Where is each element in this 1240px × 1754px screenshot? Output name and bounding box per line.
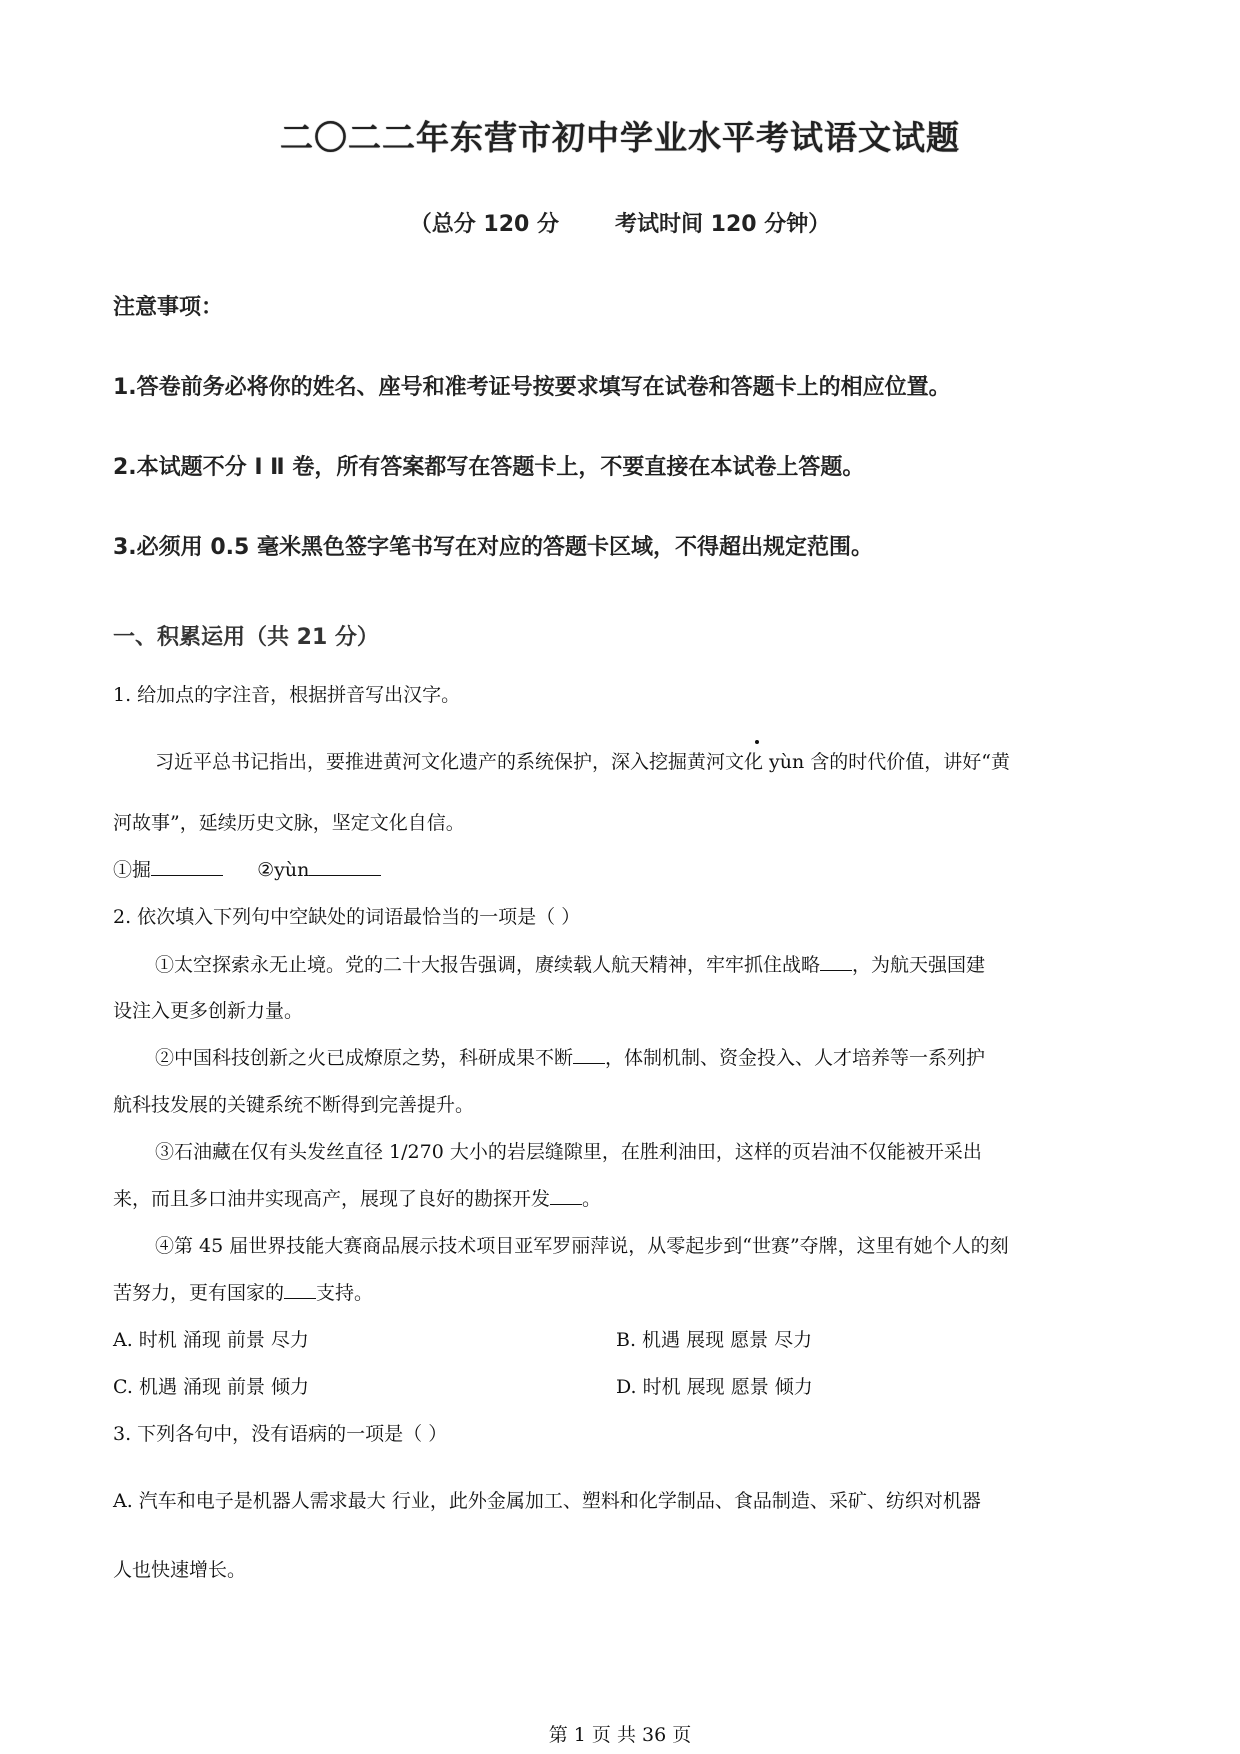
q2-option-b[interactable]: B. 机遇 展现 愿景 尽力 [616,1329,813,1351]
q3-option-a-line2: 人也快速增长。 [113,1559,247,1581]
q3-stem: 3. 下列各句中，没有语病的一项是（ ） [113,1423,448,1445]
q2-blank-4[interactable] [284,1280,316,1299]
q2-blank-1[interactable] [820,952,852,971]
q1-answer-2-blank[interactable] [309,857,381,876]
exam-info [0,207,1240,238]
section-heading: 一、积累运用（共 21 分） [113,625,379,650]
note-item-1: 1.答卷前务必将你的姓名、座号和准考证号按要求填写在试卷和答题卡上的相应位置。 [113,375,951,400]
q1-answer-2-label: ②yùn [257,859,310,881]
q2-option-c[interactable]: C. 机遇 涌现 前景 倾力 [113,1376,310,1398]
exam-duration: 考试时间 120 分钟） [615,212,831,237]
q2-sentence-2-line2: 航科技发展的关键系统不断得到完善提升。 [113,1094,475,1116]
q1-answer-1-label: ①掘 [113,859,152,881]
q2-s4-text-b: 支持。 [316,1282,374,1304]
q1-passage-line2: 河故事”，延续历史文脉，坚定文化自信。 [113,812,465,834]
q2-sentence-1-line2: 设注入更多创新力量。 [113,1000,304,1022]
q2-sentence-4-line2 [113,1278,373,1305]
note-item-3: 3.必须用 0.5 毫米黑色签字笔书写在对应的答题卡区域，不得超出规定范围。 [113,535,873,560]
q1-stem: 1. 给加点的字注音，根据拼音写出汉字。 [113,684,461,706]
q2-s2-text-b: ，体制机制、资金投入、人才培养等一系列护 [605,1047,986,1069]
q1-answer-1-blank[interactable] [151,857,223,876]
notes-heading: 注意事项： [113,295,224,320]
q1-passage-line1: 习近平总书记指出，要推进黄河文化遗产的系统保护，深入挖掘黄河文化 yùn 含的时代价值，讲好“黄 [155,751,1011,773]
page-title: 二〇二二年东营市初中学业水平考试语文试题 [280,118,960,157]
page-number: 第 1 页 共 36 页 [548,1724,692,1746]
q2-option-d[interactable]: D. 时机 展现 愿景 倾力 [616,1376,813,1398]
note-item-2: 2.本试题不分 Ⅰ Ⅱ 卷，所有答案都写在答题卡上，不要直接在本试卷上答题。 [113,455,865,480]
q2-s4-text-a: 苦努力，更有国家的 [113,1282,285,1304]
q2-sentence-3-line1: ③石油藏在仅有头发丝直径 1/270 大小的岩层缝隙里，在胜利油田，这样的页岩油不仅能被开采出 [155,1141,982,1163]
q2-s3-text-a: 来，而且多口油井实现高产，展现了良好的勘探开发 [113,1188,551,1210]
q2-s3-text-b: 。 [582,1188,602,1210]
q2-sentence-1-line1 [155,950,985,977]
emphasis-dot-icon [755,740,759,744]
q2-sentence-4-line1: ④第 45 届世界技能大赛商品展示技术项目亚军罗丽萍说，从零起步到“世赛”夺牌，这里有她个人的刻 [155,1235,1009,1257]
q2-sentence-2-line1 [155,1043,985,1070]
total-score: （总分 120 分 [409,212,559,237]
q2-s1-text-a: ①太空探索永无止境。党的二十大报告强调，赓续载人航天精神，牢牢抓住战略 [155,954,821,976]
q2-blank-3[interactable] [550,1186,582,1205]
q2-s1-text-b: ，为航天强国建 [852,954,986,976]
q2-sentence-3-line2 [113,1184,601,1211]
q2-stem: 2. 依次填入下列句中空缺处的词语最恰当的一项是（ ） [113,906,581,928]
q2-s2-text-a: ②中国科技创新之火已成燎原之势，科研成果不断 [155,1047,574,1069]
q1-answers [113,855,381,882]
q3-option-a-line1[interactable]: A. 汽车和电子是机器人需求最大 行业，此外金属加工、塑料和化学制品、食品制造、采矿、纺织对机器 [113,1490,981,1512]
q2-blank-2[interactable] [573,1045,605,1064]
q2-option-a[interactable]: A. 时机 涌现 前景 尽力 [113,1329,309,1351]
